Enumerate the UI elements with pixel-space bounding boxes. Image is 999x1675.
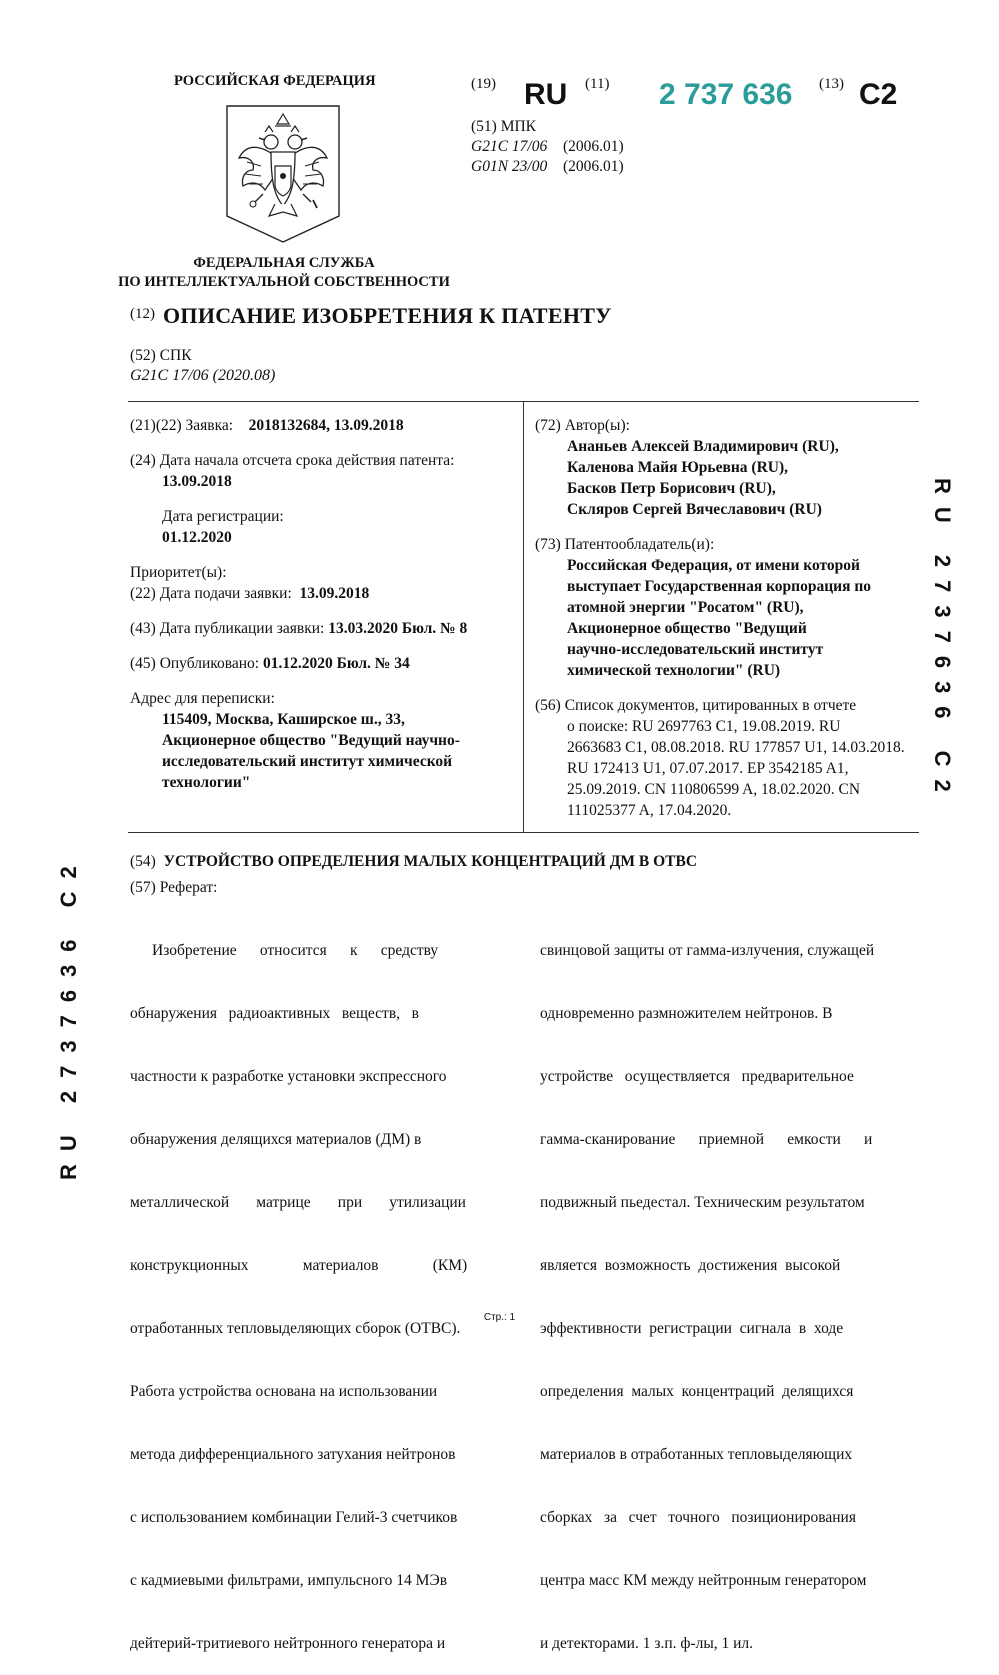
abstract-line: обнаружения радиоактивных веществ, в xyxy=(130,1005,419,1022)
abstract-line: и детекторами. 1 з.п. ф-лы, 1 ил. xyxy=(540,1635,754,1652)
agency-line-2: ПО ИНТЕЛЛЕКТУАЛЬНОЙ СОБСТВЕННОСТИ xyxy=(118,274,450,290)
invention-code: (54) xyxy=(130,853,156,870)
abstract-line: Изобретение относится к средству xyxy=(152,942,439,959)
ipc-label: (51) МПК xyxy=(471,118,537,135)
owner-line: химической технологии" (RU) xyxy=(567,662,781,679)
author: Ананьев Алексей Владимирович (RU), xyxy=(567,438,839,455)
start-label: (24) Дата начала отсчета срока действия патента: xyxy=(130,452,455,469)
agency-line-1: ФЕДЕРАЛЬНАЯ СЛУЖБА xyxy=(193,255,375,271)
divider xyxy=(128,832,919,833)
owner-line: Акционерное общество "Ведущий xyxy=(567,620,807,637)
ipc-row xyxy=(471,158,624,176)
code-19: (19) xyxy=(471,76,496,92)
abstract-line: с кадмиевыми фильтрами, импульсного 14 МЭв xyxy=(130,1572,448,1589)
abstract-line: конструкционных материалов (КМ) xyxy=(130,1257,468,1274)
kind-code: C2 xyxy=(859,78,898,111)
authors-label: (72) Автор(ы): xyxy=(535,417,630,434)
address-line: технологии" xyxy=(162,774,251,791)
owner-label: (73) Патентообладатель(и): xyxy=(535,536,715,553)
author: Скляров Сергей Вячеславович (RU) xyxy=(567,501,822,518)
address-line: Акционерное общество "Ведущий научно- xyxy=(162,732,460,749)
cpc-label: (52) СПК xyxy=(130,347,192,364)
author: Каленова Майя Юрьевна (RU), xyxy=(567,459,789,476)
owner-line: атомной энергии "Росатом" (RU), xyxy=(567,599,804,616)
abstract-line: материалов в отработанных тепловыделяющих xyxy=(540,1446,853,1463)
abstract-line: центра масс КМ между нейтронным генератором xyxy=(540,1572,867,1589)
cpc-code: G21C 17/06 (2020.08) xyxy=(130,367,276,384)
abstract-line: частности к разработке установки экспрессного xyxy=(130,1068,447,1085)
reg-label: Дата регистрации: xyxy=(162,508,284,525)
invention-title: УСТРОЙСТВО ОПРЕДЕЛЕНИЯ МАЛЫХ КОНЦЕНТРАЦИЙ ДМ В ОТВС xyxy=(163,853,698,870)
abstract-line: металлической матрице при утилизации xyxy=(130,1194,466,1211)
abstract-line: сборках за счет точного позиционирования xyxy=(540,1509,856,1526)
column-divider xyxy=(523,401,524,832)
address-line: исследовательский институт химической xyxy=(162,753,453,770)
author: Басков Петр Борисович (RU), xyxy=(567,480,776,497)
ipc-code: G01N 23/00 xyxy=(471,158,548,175)
owner-line: Российская Федерация, от имени которой xyxy=(567,557,860,574)
abstract-line: Работа устройства основана на использовании xyxy=(130,1383,438,1400)
abstract-line: обнаружения делящихся материалов (ДМ) в xyxy=(130,1131,422,1148)
abstract-line: является возможность достижения высокой xyxy=(540,1257,841,1274)
abstract-column-2 xyxy=(540,898,905,1675)
title-code: (12) xyxy=(130,306,155,322)
code-11: (11) xyxy=(585,76,610,92)
address-line: 115409, Москва, Каширское ш., 33, xyxy=(162,711,405,728)
agency-name xyxy=(96,254,472,292)
cited-line: 25.09.2019. CN 110806599 A, 18.02.2020. CN xyxy=(567,781,861,798)
margin-patent-id-right: RU 2737636 C2 xyxy=(930,478,955,805)
margin-patent-id-left: RU 2737636 C2 xyxy=(56,853,81,1180)
abstract-label: (57) Реферат: xyxy=(130,879,218,896)
page-number: Стр.: 1 xyxy=(483,1312,516,1323)
published-value: 01.12.2020 Бюл. № 34 xyxy=(262,655,410,672)
abstract-line: устройстве осуществляется предварительное xyxy=(540,1068,854,1085)
code-13: (13) xyxy=(819,76,844,92)
cited-label: (56) Список документов, цитированных в отчете xyxy=(535,697,857,714)
cited-line: 2663683 C1, 08.08.2018. RU 177857 U1, 14.03.2018. xyxy=(567,739,905,756)
reg-value: 01.12.2020 xyxy=(162,529,232,546)
ipc-version: (2006.01) xyxy=(563,138,624,155)
office-code: RU xyxy=(524,78,568,111)
publication-label: (43) Дата публикации заявки: xyxy=(130,620,325,637)
filing-value: 13.09.2018 xyxy=(299,585,370,602)
abstract-line: эффективности регистрации сигнала в ходе xyxy=(540,1320,844,1337)
cited-line: RU 172413 U1, 07.07.2017. EP 3542185 A1, xyxy=(567,760,849,777)
application-label: (21)(22) Заявка: xyxy=(130,417,234,434)
application-row xyxy=(130,415,515,436)
abstract-line: свинцовой защиты от гамма-излучения, служащей xyxy=(540,942,875,959)
owner-line: научно-исследовательский институт xyxy=(567,641,824,658)
abstract-line: отработанных тепловыделяющих сборок (ОТВС). xyxy=(130,1320,461,1337)
abstract-line: дейтерий-тритиевого нейтронного генератора и xyxy=(130,1635,446,1652)
abstract-line: определения малых концентраций делящихся xyxy=(540,1383,854,1400)
ipc-row xyxy=(471,138,624,156)
application-value: 2018132684, 13.09.2018 xyxy=(248,417,404,434)
published-label: (45) Опубликовано: xyxy=(130,655,260,672)
abstract-line: метода дифференциального затухания нейтронов xyxy=(130,1446,456,1463)
abstract-line: одновременно размножителем нейтронов. В xyxy=(540,1005,833,1022)
abstract-column-1 xyxy=(130,898,492,1675)
biblio-right xyxy=(535,415,915,821)
address-label: Адрес для переписки: xyxy=(130,690,275,707)
priority-label: Приоритет(ы): xyxy=(130,564,227,581)
invention-title-row xyxy=(130,851,697,872)
document-title: ОПИСАНИЕ ИЗОБРЕТЕНИЯ К ПАТЕНТУ xyxy=(163,303,612,328)
abstract-line: подвижный пьедестал. Техническим результатом xyxy=(540,1194,865,1211)
abstract-line: гамма-сканирование приемной емкости и xyxy=(540,1131,873,1148)
publication-value: 13.03.2020 Бюл. № 8 xyxy=(328,620,468,637)
owner-line: выступает Государственная корпорация по xyxy=(567,578,872,595)
abstract-line: с использованием комбинации Гелий-3 счетчиков xyxy=(130,1509,458,1526)
filing-label: (22) Дата подачи заявки: xyxy=(130,585,292,602)
russian-coat-of-arms-icon xyxy=(225,104,341,230)
published-row xyxy=(130,653,515,674)
publication-row xyxy=(130,618,515,639)
patent-number: 2 737 636 xyxy=(659,78,793,111)
filing-row xyxy=(130,583,515,604)
ipc-code: G21C 17/06 xyxy=(471,138,548,155)
cited-line: о поиске: RU 2697763 C1, 19.08.2019. RU xyxy=(567,718,841,735)
biblio-left xyxy=(130,415,515,793)
start-value: 13.09.2018 xyxy=(162,473,232,490)
country-name: РОССИЙСКАЯ ФЕДЕРАЦИЯ xyxy=(174,73,376,89)
ipc-version: (2006.01) xyxy=(563,158,624,175)
cited-line: 111025377 A, 17.04.2020. xyxy=(567,802,732,819)
